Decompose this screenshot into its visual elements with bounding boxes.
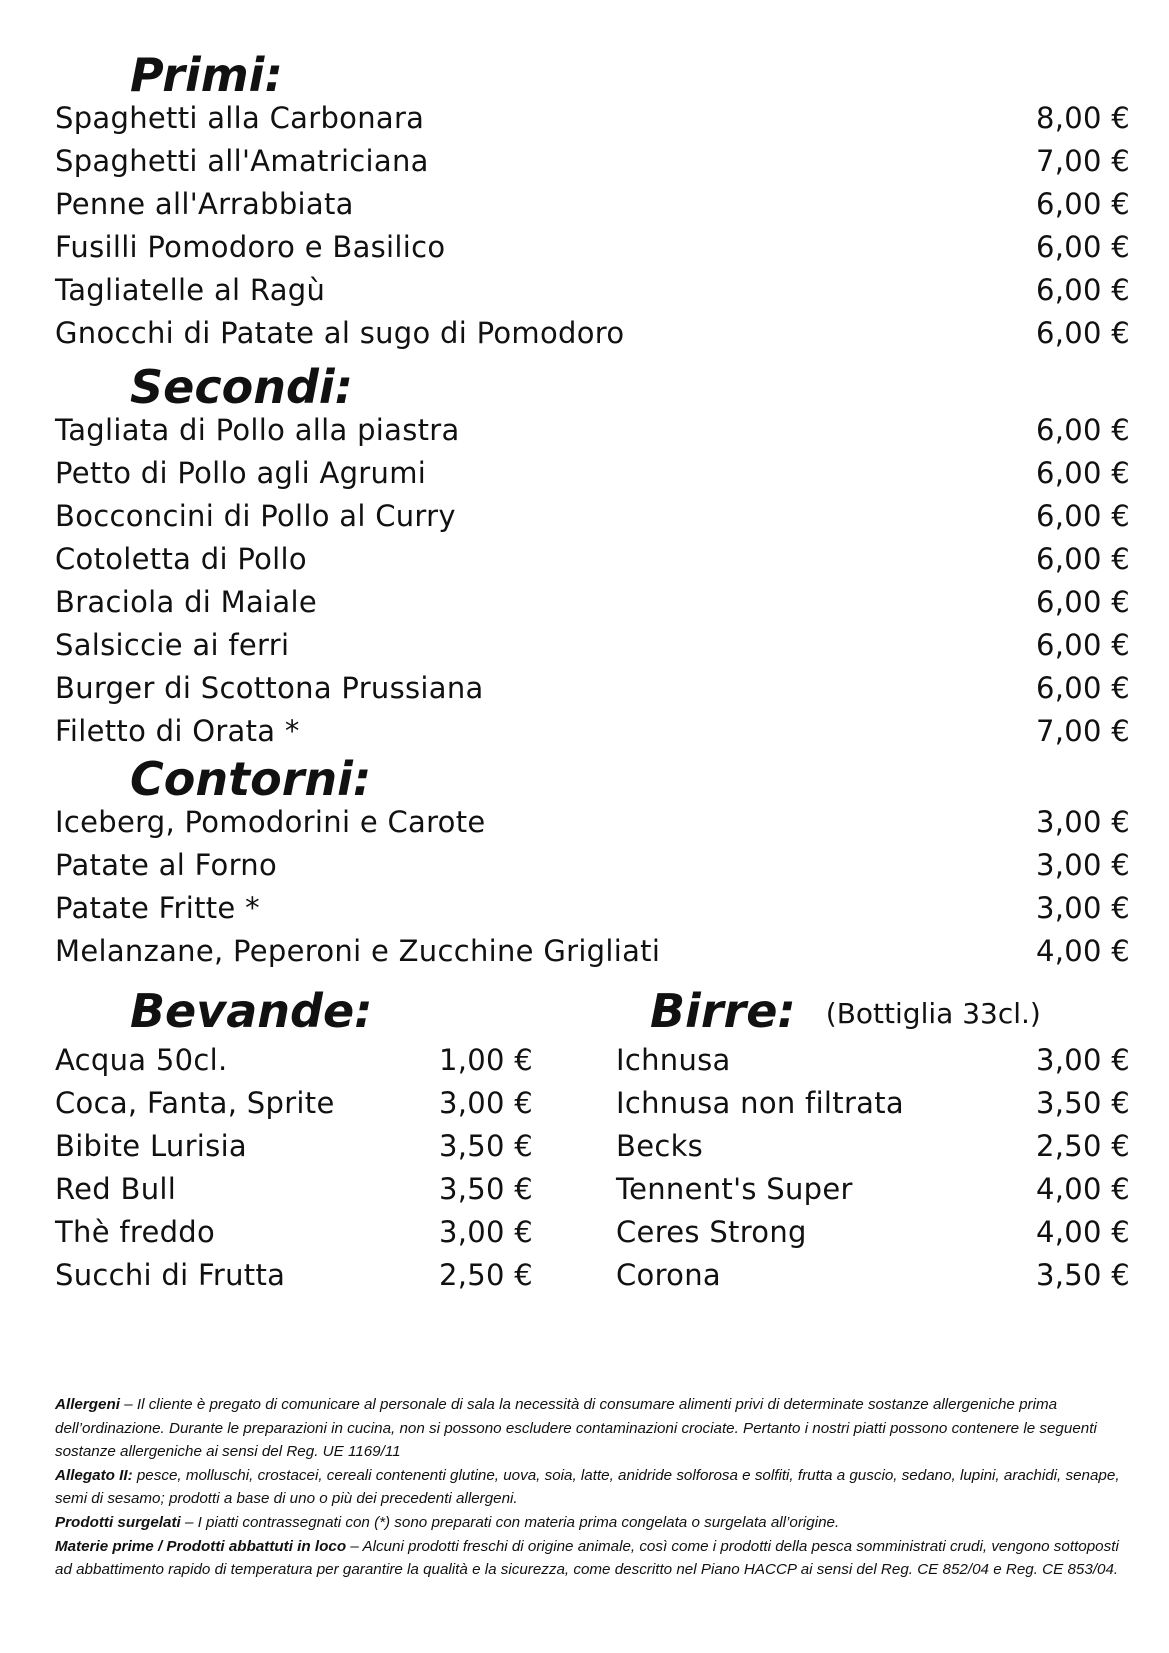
- menu-item-name: Spaghetti alla Carbonara: [55, 101, 425, 135]
- menu-item-name: Salsiccie ai ferri: [55, 628, 290, 662]
- menu-item: [55, 97, 1130, 140]
- surgelati-text: – I piatti contrassegnati con (*) sono preparati con materia prima congelata o surgelata all’origine.: [180, 1513, 840, 1531]
- menu-item-price: 6,00 €: [1035, 456, 1130, 490]
- menu-item-name: Gnocchi di Patate al sugo di Pomodoro: [55, 316, 625, 350]
- allergen-notes: [55, 1393, 1135, 1582]
- menu-item: [55, 710, 1130, 753]
- menu-item: [616, 1211, 1130, 1254]
- allegato-note: [55, 1464, 1135, 1511]
- menu-item-price: 3,50 €: [1035, 1258, 1130, 1292]
- menu-item: [55, 1039, 533, 1082]
- menu-item: [616, 1039, 1130, 1082]
- menu-item-price: 2,50 €: [1035, 1129, 1130, 1163]
- menu-item-price: 6,00 €: [1035, 413, 1130, 447]
- menu-item-price: 6,00 €: [1035, 542, 1130, 576]
- menu-item-price: 4,00 €: [1035, 934, 1130, 968]
- secondi-title: Secondi:: [130, 360, 354, 414]
- menu-item: [616, 1254, 1130, 1297]
- contorni-list: [55, 801, 1130, 973]
- menu-item-price: 4,00 €: [1035, 1215, 1130, 1249]
- menu-item: [616, 1168, 1130, 1211]
- menu-item: [55, 801, 1130, 844]
- menu-item-price: 3,00 €: [438, 1086, 533, 1120]
- menu-item-name: Tagliata di Pollo alla piastra: [55, 413, 460, 447]
- primi-title: Primi:: [130, 48, 283, 102]
- menu-item-price: 3,50 €: [438, 1172, 533, 1206]
- menu-item-name: Corona: [616, 1258, 721, 1292]
- bevande-title: Bevande:: [130, 984, 373, 1038]
- menu-item: [55, 1254, 533, 1297]
- menu-item-name: Ceres Strong: [616, 1215, 807, 1249]
- menu-item-name: Acqua 50cl.: [55, 1043, 228, 1077]
- birre-title-text: Birre:: [650, 984, 796, 1038]
- surgelati-note: [55, 1511, 1135, 1535]
- menu-item: [55, 1082, 533, 1125]
- menu-item-name: Becks: [616, 1129, 704, 1163]
- menu-item-price: 2,50 €: [438, 1258, 533, 1292]
- menu-item: [55, 1168, 533, 1211]
- menu-item: [55, 312, 1130, 355]
- menu-item: [55, 667, 1130, 710]
- birre-list: [616, 1039, 1130, 1297]
- birre-title: [650, 986, 1041, 1039]
- menu-item-name: Bocconcini di Pollo al Curry: [55, 499, 456, 533]
- menu-item-price: 3,50 €: [1035, 1086, 1130, 1120]
- menu-item-name: Tagliatelle al Ragù: [55, 273, 326, 307]
- menu-item: [616, 1125, 1130, 1168]
- menu-item: [55, 1211, 533, 1254]
- allegato-label: Allegato II:: [55, 1466, 133, 1484]
- menu-item: [616, 1082, 1130, 1125]
- materie-note: [55, 1535, 1135, 1582]
- menu-item: [55, 140, 1130, 183]
- menu-item-name: Penne all'Arrabbiata: [55, 187, 354, 221]
- menu-item-price: 3,00 €: [1035, 1043, 1130, 1077]
- materie-label: Materie prime / Prodotti abbattuti in loco: [55, 1537, 347, 1555]
- menu-item-price: 3,00 €: [438, 1215, 533, 1249]
- primi-list: [55, 97, 1130, 355]
- menu-item: [55, 930, 1130, 973]
- menu-item: [55, 495, 1130, 538]
- menu-item-price: 6,00 €: [1035, 671, 1130, 705]
- menu-item: [55, 183, 1130, 226]
- allergeni-text: – Il cliente è pregato di comunicare al personale di sala la necessità di consumare alimenti privi di determinate sostanze allergeniche prima dell’ordinazione. Durante le preparazioni in cucina, non si possono escludere contaminazioni crociate. Pertanto i nostri piatti possono contenere le seguenti sostanze allergeniche ai sensi del Reg. UE 1169/11: [55, 1396, 1097, 1461]
- menu-item-price: 3,50 €: [438, 1129, 533, 1163]
- materie-text: – Alcuni prodotti freschi di origine animale, così come i prodotti della pesca somministrati crudi, vengono sottoposti ad abbattimento rapido di temperatura per garantire la qualità e la sicurezza, come descritto nel Piano HACCP ai sensi del Reg. CE 852/04 e Reg. CE 853/04.: [55, 1537, 1119, 1579]
- menu-item: [55, 538, 1130, 581]
- menu-item-price: 6,00 €: [1035, 499, 1130, 533]
- menu-item-price: 3,00 €: [1035, 848, 1130, 882]
- menu-item-name: Petto di Pollo agli Agrumi: [55, 456, 427, 490]
- menu-item-price: 7,00 €: [1035, 714, 1130, 748]
- secondi-list: [55, 409, 1130, 753]
- menu-item-name: Thè freddo: [55, 1215, 216, 1249]
- menu-item: [55, 581, 1130, 624]
- menu-item-name: Braciola di Maiale: [55, 585, 317, 619]
- menu-item-name: Patate Fritte *: [55, 891, 260, 925]
- menu-item-name: Succhi di Frutta: [55, 1258, 286, 1292]
- birre-note: (Bottiglia 33cl.): [825, 997, 1041, 1030]
- menu-item-name: Bibite Lurisia: [55, 1129, 247, 1163]
- surgelati-label: Prodotti surgelati: [55, 1513, 181, 1531]
- menu-item-name: Burger di Scottona Prussiana: [55, 671, 484, 705]
- menu-item-name: Red Bull: [55, 1172, 177, 1206]
- menu-item-price: 6,00 €: [1035, 585, 1130, 619]
- menu-item: [55, 269, 1130, 312]
- menu-item-name: Cotoletta di Pollo: [55, 542, 307, 576]
- menu-item: [55, 409, 1130, 452]
- menu-item-price: 6,00 €: [1035, 316, 1130, 350]
- menu-item-price: 3,00 €: [1035, 805, 1130, 839]
- menu-item-name: Patate al Forno: [55, 848, 277, 882]
- allegato-text: pesce, molluschi, crostacei, cereali contenenti glutine, uova, soia, latte, anidride solforosa e solfiti, frutta a guscio, sedano, lupini, arachidi, senape, semi di sesamo; prodotti a base di uno o più dei precedenti allergeni.: [55, 1466, 1120, 1508]
- menu-item: [55, 624, 1130, 667]
- allergeni-label: Allergeni: [55, 1396, 120, 1413]
- menu-item-price: 7,00 €: [1035, 144, 1130, 178]
- menu-item-price: 6,00 €: [1035, 230, 1130, 264]
- menu-item-name: Ichnusa: [616, 1043, 731, 1077]
- menu-item-name: Filetto di Orata *: [55, 714, 300, 748]
- menu-item-price: 6,00 €: [1035, 273, 1130, 307]
- menu-item: [55, 844, 1130, 887]
- menu-item-name: Ichnusa non filtrata: [616, 1086, 904, 1120]
- allergeni-note: [55, 1393, 1135, 1464]
- menu-item-price: 6,00 €: [1035, 628, 1130, 662]
- menu-item-name: Melanzane, Peperoni e Zucchine Grigliati: [55, 934, 661, 968]
- contorni-title: Contorni:: [130, 752, 372, 806]
- menu-item-price: 6,00 €: [1035, 187, 1130, 221]
- menu-item-price: 3,00 €: [1035, 891, 1130, 925]
- menu-item-name: Fusilli Pomodoro e Basilico: [55, 230, 446, 264]
- menu-item-name: Spaghetti all'Amatriciana: [55, 144, 429, 178]
- bevande-list: [55, 1039, 533, 1297]
- menu-item: [55, 1125, 533, 1168]
- menu-item: [55, 452, 1130, 495]
- menu-item-price: 4,00 €: [1035, 1172, 1130, 1206]
- menu-item: [55, 226, 1130, 269]
- menu-item-name: Tennent's Super: [616, 1172, 853, 1206]
- menu-item-price: 1,00 €: [438, 1043, 533, 1077]
- menu-item-name: Coca, Fanta, Sprite: [55, 1086, 335, 1120]
- menu-item-price: 8,00 €: [1035, 101, 1130, 135]
- menu-item-name: Iceberg, Pomodorini e Carote: [55, 805, 486, 839]
- menu-item: [55, 887, 1130, 930]
